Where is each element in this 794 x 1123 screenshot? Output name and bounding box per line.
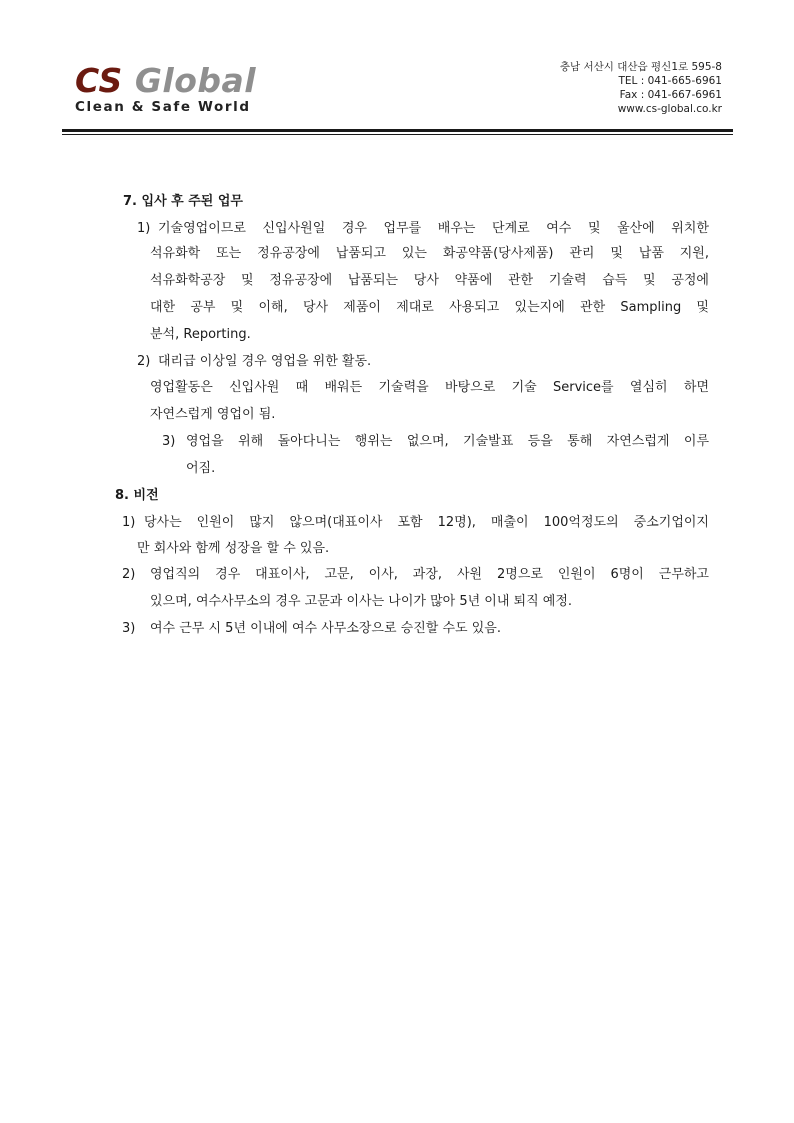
s7-item1-line1: 기술영업이므로 신입사원일 경우 업무를 배우는 단계로 여수 및 울산에 위치한 [158,221,709,236]
logo-tagline: Clean & Safe World [75,99,251,115]
s7-item2-line3: 자연스럽게 영업이 됨. [150,407,276,422]
section-8-title: 8. 비전 [115,488,159,503]
s8-item3-number: 3) [122,621,136,636]
header-rule-thick [62,129,733,132]
logo-cs: CS [75,61,123,100]
s7-item1-line5: 분석, Reporting. [150,327,251,342]
company-tel: TEL : 041-665-6961 [618,75,722,87]
header-rule-thin [62,134,733,135]
s7-item3-line2: 어짐. [186,461,216,476]
s7-item1-number: 1) [137,221,151,236]
s8-item2-number: 2) [122,567,136,582]
company-fax: Fax : 041-667-6961 [619,89,722,101]
contact-info [560,60,722,116]
company-website: www.cs-global.co.kr [617,103,722,115]
logo-wordmark [75,61,275,100]
s7-item2-line2: 영업활동은 신입사원 때 배워든 기술력을 바탕으로 기술 Service를 열심히 하면 [150,380,709,395]
s7-item2-line1: 대리급 이상일 경우 영업을 위한 활동. [158,354,372,369]
s8-item2-line1: 영업직의 경우 대표이사, 고문, 이사, 과장, 사원 2명으로 인원이 6명이 근무하고 [150,567,709,582]
s7-item1-line2: 석유화학 또는 정유공장에 납품되고 있는 화공약품(당사제품) 관리 및 납품 지원, [150,246,709,261]
s8-item2-line2: 있으며, 여수사무소의 경우 고문과 이사는 나이가 많아 5년 이내 퇴직 예정. [150,594,573,609]
s8-item1-line1: 당사는 인원이 많지 않으며(대표이사 포함 12명), 매출이 100억정도의 중소기업이지 [144,515,709,530]
s7-item3-number: 3) [162,434,176,449]
section-7-title: 7. 입사 후 주된 업무 [123,194,243,209]
s7-item1-line4: 대한 공부 및 이해, 당사 제품이 제대로 사용되고 있는지에 관한 Sampling 및 [150,300,709,315]
s7-item3-line1: 영업을 위해 돌아다니는 행위는 없으며, 기술발표 등을 통해 자연스럽게 이루 [186,434,709,449]
company-address: 충남 서산시 대산읍 평신1로 595-8 [559,61,722,73]
s7-item2-number: 2) [137,354,151,369]
s8-item1-line2: 만 회사와 함께 성장을 할 수 있음. [137,541,330,556]
s7-item1-line3: 석유화학공장 및 정유공장에 납품되는 당사 약품에 관한 기술력 습득 및 공정에 [150,273,709,288]
s8-item1-number: 1) [122,515,136,530]
letterhead [0,0,794,140]
s8-item3-line1: 여수 근무 시 5년 이내에 여수 사무소장으로 승진할 수도 있음. [150,621,501,636]
logo-global: Global [134,61,257,100]
company-logo [75,61,275,115]
